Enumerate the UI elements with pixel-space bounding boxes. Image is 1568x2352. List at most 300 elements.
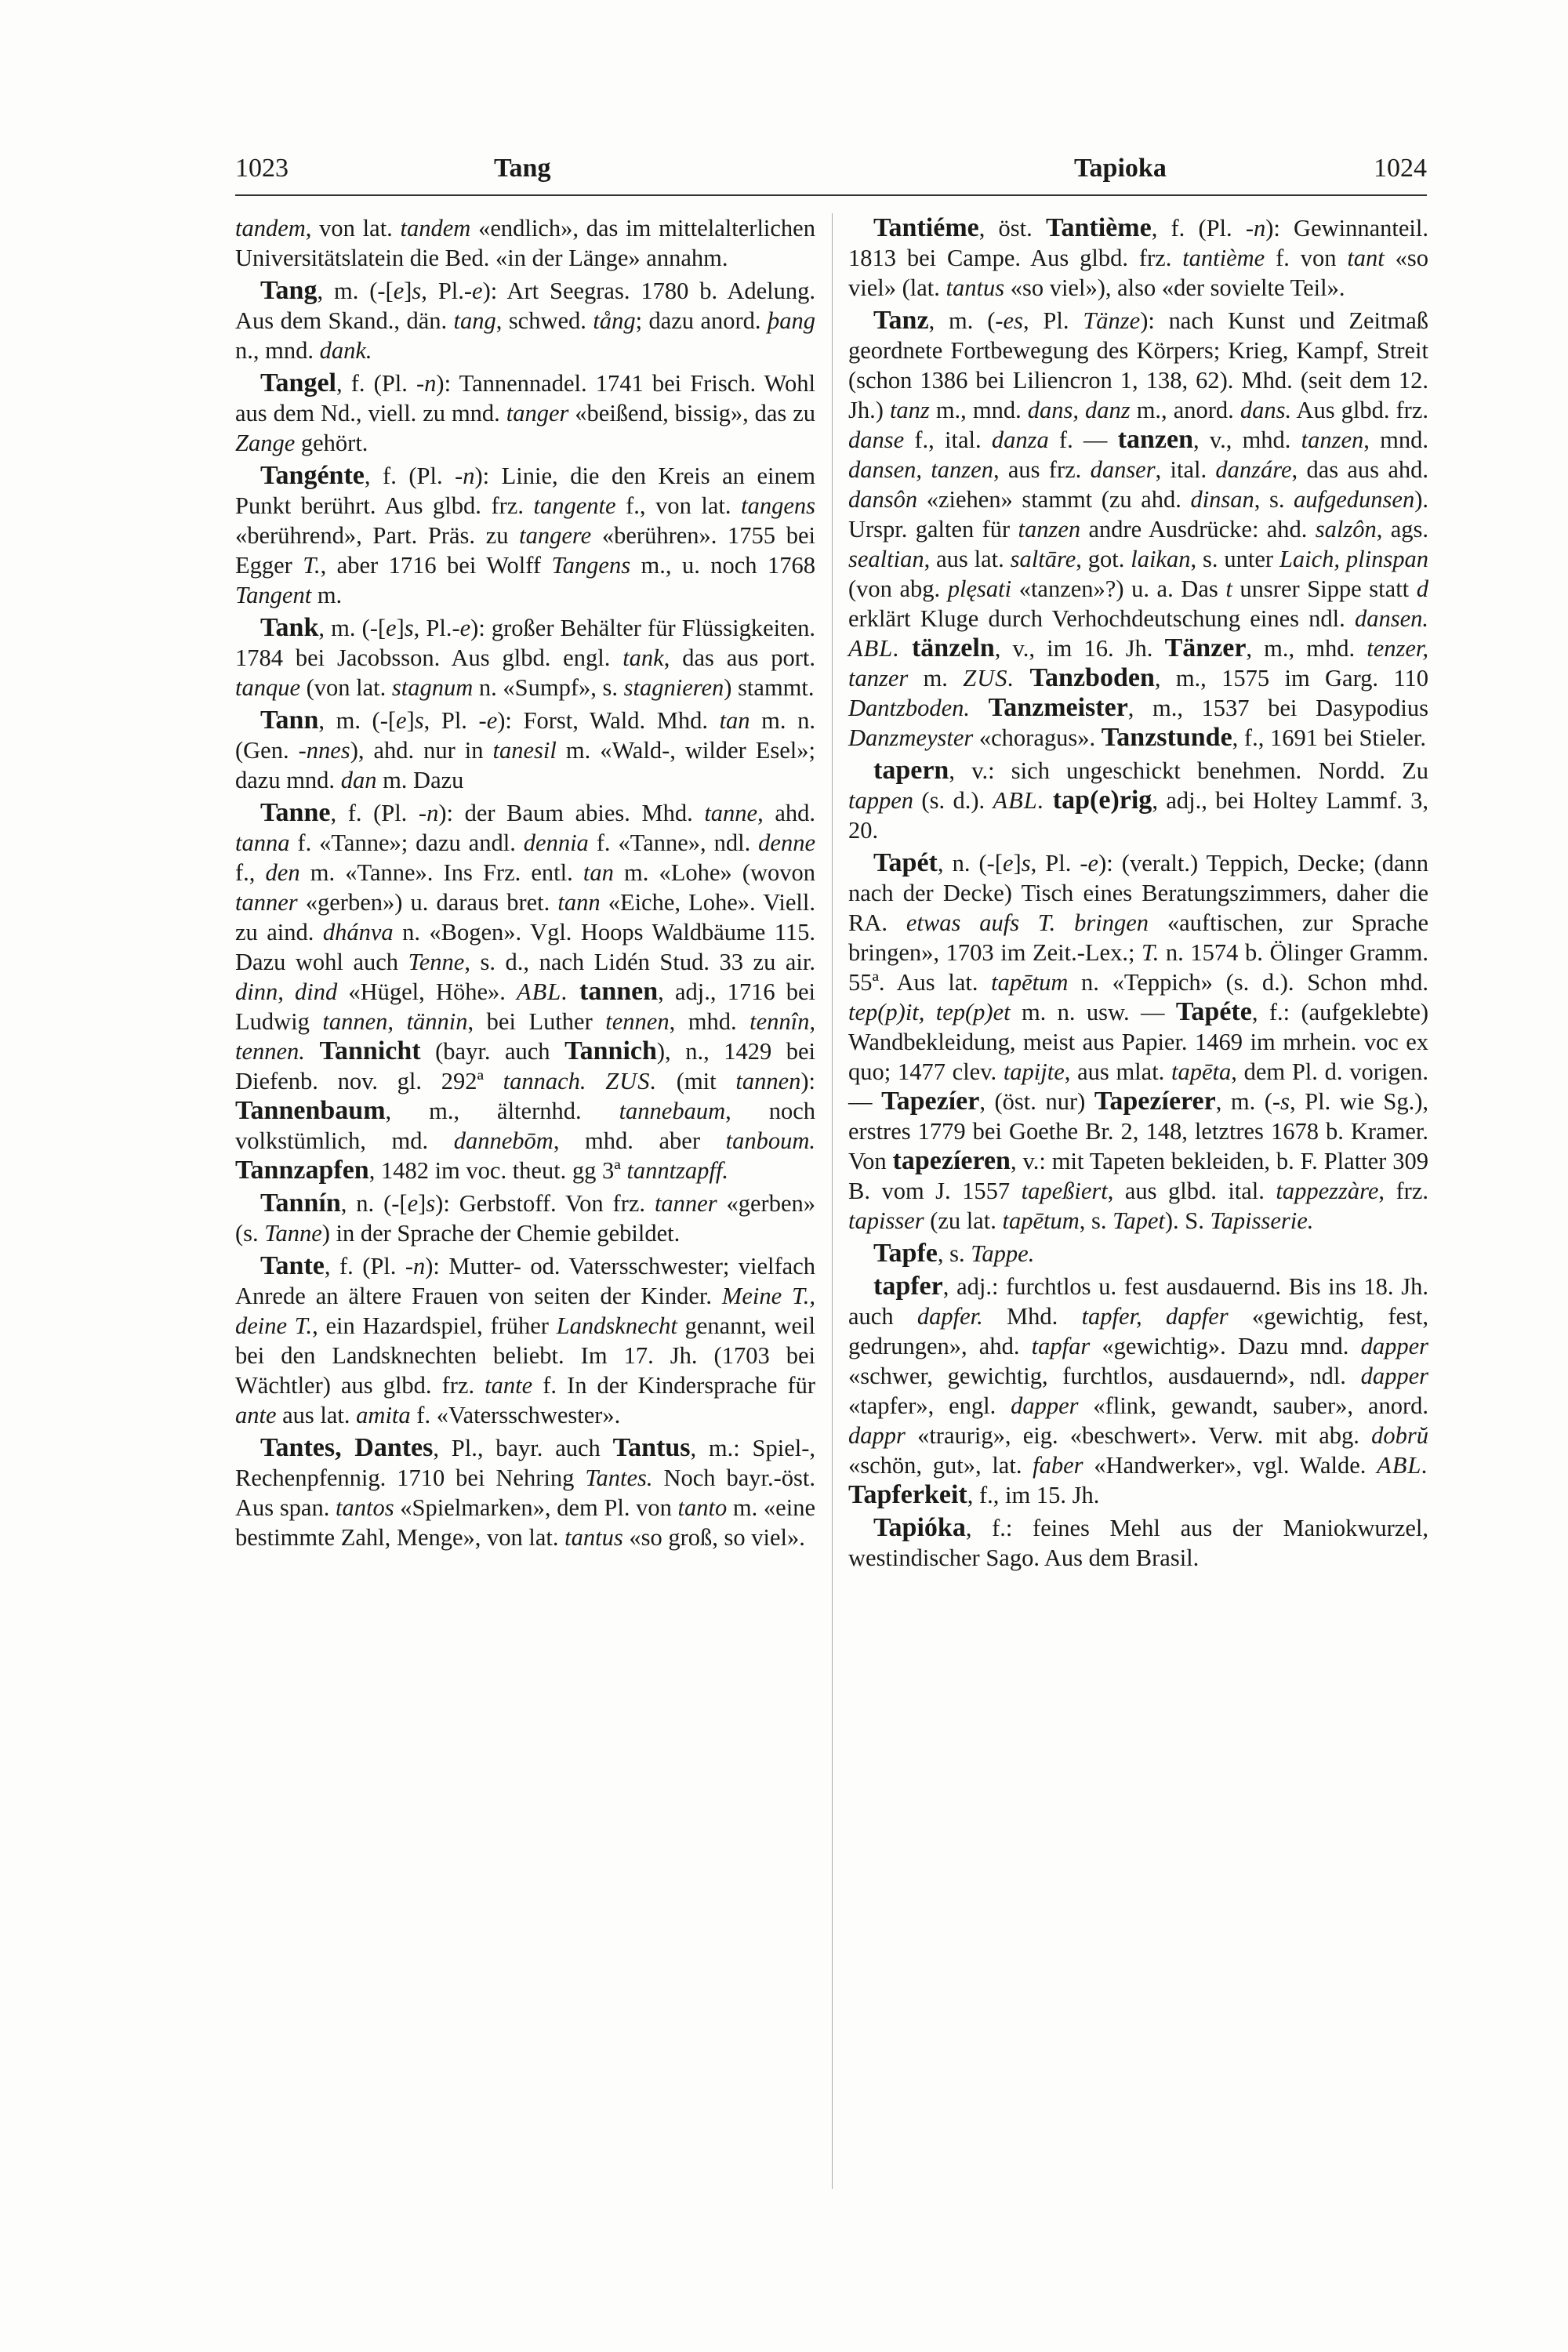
italic-text: tank [622,644,664,671]
italic-text: tennen [605,1008,670,1035]
italic-text: e [1002,850,1014,877]
entry-text: , m. (-[ [317,278,394,304]
entry-text: Mhd. [982,1303,1082,1330]
entry-text: (zu lat. [924,1207,1003,1234]
entry-text [970,695,989,721]
italic-text: þang [767,307,815,334]
entry-text: ] [418,1190,426,1217]
headword: Tannzapfen [235,1156,369,1185]
italic-text: tantos [336,1494,394,1521]
italic-text: tapisser [848,1207,924,1234]
italic-text: es [1003,307,1023,334]
entry-text: , f., im 15. Jh. [967,1482,1100,1508]
entry-text: n. «Bogen». Vgl. Hoops Waldbäume 115. Dazu wohl auch [235,919,815,975]
entry-text [1014,665,1029,691]
entry-text: , v., im 16. Jh. [994,635,1165,662]
headword: Tanzboden [1029,663,1155,692]
entry-text: , f. (Pl. - [1151,215,1254,241]
entry-text: ] [406,707,415,734]
entry-text: (von abg. [848,575,948,602]
italic-text: n [426,800,439,826]
headword: Tanne [260,798,331,827]
entry-text: m., u. noch 1768 [630,552,816,579]
entry-text: , f. (Pl. - [330,800,427,826]
entry-text: «tanzen»?) u. a. Das [1011,575,1226,602]
italic-text: s [1280,1088,1290,1115]
entry-text: ) in der Sprache der Chemie gebildet. [321,1220,681,1247]
headword: tannen [579,977,659,1006]
entry-text: ] [396,615,405,641]
entry-text [586,1068,606,1094]
entry-text: f. In der Kindersprache für [532,1372,815,1399]
entry-text: , aus frz. [993,456,1091,483]
headword: tapern [873,756,949,785]
entry-text: , aus mlat. [1064,1058,1172,1085]
italic-text: tannach. [503,1068,586,1094]
entry-text [900,635,912,662]
italic-text: dannebōm [453,1127,554,1154]
italic-text: tapeßiert [1021,1178,1108,1204]
entry-text: , s. [1254,486,1294,513]
italic-text: sealtian [848,546,924,572]
headword: Tapezíer [881,1087,980,1116]
entry-text: «choragus». [973,724,1102,751]
entry-text: , m. (- [928,307,1004,334]
italic-text: tång [593,307,636,334]
entry-text: f. «Tanne»; dazu andl. [289,829,524,856]
entry-text: , 1482 im voc. theut. gg 3ª [368,1157,627,1184]
italic-text: dan [340,767,377,793]
entry-text: , bei Luther [467,1008,606,1035]
dictionary-entry [235,461,815,610]
entry-text: , von lat. [305,215,401,241]
entry-text: genannt, weil bei den Landsknechten beliebt. Im 17. Jh. (1703 bei Wächtler) aus glbd. frz. [235,1312,816,1399]
entry-text: m., mnd. [929,397,1028,423]
entry-text: , f. (Pl. - [364,463,463,489]
entry-text: ), ahd. nur in [350,737,493,764]
entry-text: ): Forst, Wald. Mhd. [497,707,720,734]
entry-text: f., von lat. [615,492,742,519]
entry-text [1044,787,1052,814]
italic-text: n [463,463,475,489]
entry-text: , Pl. wie Sg.), erstres 1779 bei Goethe Br. 2, 148, letztres 1678 b. Kramer. Von [848,1088,1428,1174]
entry-text: , noch volkstümlich, md. [235,1098,816,1154]
italic-text: tanner [235,889,298,916]
entry-text: m. n. (Gen. [235,707,815,764]
entry-text: , got. [1076,546,1131,572]
abbreviation: ABL. [993,787,1045,814]
italic-text: dinn, dind [235,978,338,1005]
entry-text: «endlich», das im mittelalterlichen Universitätslatein die Bed. «in der Länge» annahm. [235,215,815,271]
italic-text: danza [991,426,1049,453]
column-divider [832,213,833,2189]
italic-text: tennîn, tennen. [235,1008,815,1065]
italic-text: tanzen [1301,426,1364,453]
italic-text: d [1416,575,1428,602]
entry-text: f. — [1048,426,1118,453]
entry-text: , ahd. [757,800,815,826]
entry-text: Noch bayr.-öst. Aus span. [235,1465,815,1521]
entry-text: (von lat. [300,674,392,701]
italic-text: e [486,707,498,734]
italic-text: tangens [741,492,815,519]
italic-text: e [459,615,471,641]
entry-text: , adj.: furchtlos u. fest ausdauernd. Bis ins 18. Jh. auch [848,1273,1428,1330]
headword: Tapfe [873,1239,938,1268]
entry-text: , adj., bei Holtey Lammf. 3, 20. [848,787,1428,844]
italic-text: tannebaum [619,1098,726,1124]
dictionary-entry [235,1189,815,1248]
entry-text: , aber 1716 bei Wolff [320,552,552,579]
entry-text: ): Gewinnanteil. 1813 bei Campe. Aus glbd. frz. [848,215,1428,271]
entry-text: , Pl. - [423,707,487,734]
headword: tanzen [1117,425,1193,454]
entry-text: m. «eine bestimmte Zahl, Menge», von lat. [235,1494,815,1551]
entry-text: «tapfer», engl. [848,1392,1011,1419]
italic-text: e [386,615,397,641]
entry-text: ): (veralt.) Teppich, Decke; (dann nach der Decke) Tisch eines Beratungszimmers, daher die RA. [848,850,1428,936]
italic-text: dans. [1240,397,1292,423]
entry-text: n. 1574 b. Ölinger Gramm. 55ª. Aus lat. [848,939,1428,996]
running-head-right: Tapioka [1074,154,1167,183]
italic-text: Meine T., deine T. [235,1283,815,1339]
entry-text: , f.: feines Mehl aus der Maniokwurzel, westindischer Sago. Aus dem Brasil. [848,1515,1428,1571]
dictionary-entry [235,276,815,365]
abbreviation: ZUS. [605,1068,658,1094]
italic-text: Laich, plinspan [1279,546,1428,572]
italic-text: etwas aufs T. bringen [906,909,1149,936]
italic-text: tanner [654,1190,717,1217]
abbreviation: ABL. [1377,1452,1428,1479]
headword: Tank [260,613,319,642]
entry-text: , m., 1575 im Garg. 110 [1154,665,1429,691]
entry-text: n. «Teppich» (s. d.). Schon mhd. [1068,969,1428,996]
italic-text: tantus [946,274,1005,301]
entry-text: , f. (Pl. - [336,370,425,397]
entry-text: «gerben») u. daraus bret. [297,889,558,916]
entry-text: , ein Hazardspiel, früher [312,1312,557,1339]
entry-text: ] [404,278,412,304]
entry-text: «berühren». 1755 bei Egger [235,522,815,579]
dictionary-entry [848,213,1428,303]
entry-text: , m., älternhd. [385,1098,619,1124]
entry-text: ): großer Behälter für Flüssigkeiten. 1784 bei Jacobsson. Aus glbd. engl. [235,615,816,671]
page-number-left: 1023 [235,154,289,183]
italic-text: tanne [704,800,758,826]
dictionary-entry [848,1513,1428,1573]
right-column [848,213,1428,1576]
dictionary-entry [235,798,815,1185]
italic-text: tanger [506,400,569,426]
italic-text: e [1087,850,1099,877]
italic-text: dank. [319,337,372,364]
entry-text: ): Linie, die den Kreis an einem Punkt berührt. Aus glbd. frz. [235,463,815,519]
entry-text: , s. unter [1190,546,1279,572]
entry-text: m. [311,582,343,608]
italic-text: Tangens [551,552,631,579]
entry-text: «Spielmarken», dem Pl. von [394,1494,678,1521]
italic-text: denne [758,829,815,856]
dictionary-entry [235,706,815,795]
italic-text: stagnum [391,674,474,701]
italic-text: tannen [735,1068,801,1094]
italic-text: saltāre [1010,546,1076,572]
italic-text: dapper [1360,1333,1428,1359]
italic-text: danzáre [1215,456,1292,483]
entry-text: , das aus port. [663,644,815,671]
entry-text: , mnd. [1363,426,1428,453]
headword: Tapióka [873,1513,966,1542]
headword: Tang [260,276,318,305]
entry-text: «gerben» (s. [235,1190,815,1247]
entry-text: , Pl., bayr. auch [433,1435,613,1461]
italic-text: tantième [1182,245,1265,271]
italic-text: n [1254,215,1266,241]
italic-text: aufgedunsen [1294,486,1415,513]
dictionary-entry [235,213,815,273]
entry-text: , öst. [978,215,1046,241]
entry-text: «auftischen, zur Sprache bringen», 1703 im Zeit.-Lex.; [848,909,1429,966]
dictionary-entry [848,1272,1428,1510]
entry-text: «beißend, bissig», das zu [568,400,815,426]
italic-text: tapētum [991,969,1069,996]
entry-text: (mit [657,1068,736,1094]
headword: Tantes, Dantes [260,1433,434,1462]
entry-text: «schwer, gewichtig, furchtlos, ausdauernd», ndl. [848,1363,1361,1389]
italic-text: s [1021,850,1031,877]
italic-text: tangente [533,492,616,519]
entry-text: ) stammt. [724,674,815,701]
italic-text: tandem [400,215,471,241]
entry-text: , s. [937,1240,971,1267]
italic-text: tanque [235,674,301,701]
dictionary-entry [235,613,815,702]
dictionary-entry [848,848,1428,1236]
entry-text: , v., mhd. [1192,426,1301,453]
italic-text: s [414,707,424,734]
italic-text: tannen, tännin [322,1008,468,1035]
entry-text: , dem Pl. d. vorigen. — [848,1058,1428,1115]
italic-text: laikan [1131,546,1191,572]
italic-text: e [396,707,407,734]
italic-text: Landsknecht [556,1312,677,1339]
dictionary-entry [235,1433,815,1552]
headword: Tantième [1045,213,1152,242]
italic-text: Tenne [408,949,465,975]
italic-text: Tantes. [585,1465,653,1491]
entry-text [305,1038,320,1065]
italic-text: tant [1347,245,1385,271]
entry-text: m., anord. [1130,397,1240,423]
italic-text: tantus [564,1524,623,1551]
entry-text: ). S. [1164,1207,1210,1234]
entry-text: , s. d., nach Lidén Stud. 33 zu air. [464,949,815,975]
entry-text: ): Tannennadel. 1741 bei Frisch. Wohl aus dem Nd., viell. zu mnd. [235,370,815,426]
headword: Tannenbaum [235,1096,386,1125]
italic-text: -nnes [298,737,350,764]
italic-text: tanna [235,829,290,856]
entry-text: , mhd. aber [553,1127,726,1154]
headword: Tapezíerer [1094,1087,1216,1116]
italic-text: s [404,615,414,641]
entry-text: , ags. [1376,516,1428,543]
italic-text: tapfer, dapfer [1081,1303,1229,1330]
entry-text: f., [235,859,266,886]
entry-text: ): Gerbstoff. Von frz. [435,1190,655,1217]
entry-text: Aus glbd. frz. [1291,397,1428,423]
page-header [235,154,1427,193]
entry-text: , aus lat. [924,546,1011,572]
italic-text: dobrŭ [1371,1422,1428,1449]
headword: Tapét [873,848,938,877]
italic-text: Zange [235,430,296,456]
entry-text: , f.: (aufgeklebte) Wandbekleidung, meist aus Papier. 1469 im mrhein. voc ex quo; 1477 clev. [848,999,1429,1085]
headword: Tangénte [260,461,365,490]
entry-text: m. [908,665,964,691]
italic-text: dansen. [1354,605,1428,632]
left-column [235,213,815,1555]
headword: Tannicht [319,1036,421,1065]
entry-text: unsrer Sippe statt [1232,575,1417,602]
entry-text: «berührend», Part. Präs. zu [235,522,520,549]
italic-text: T. [303,552,321,579]
entry-text: , adj., 1716 bei Ludwig [235,978,816,1035]
italic-text: tanboum. [725,1127,815,1154]
italic-text: salzôn [1315,516,1377,543]
italic-text: danser [1090,456,1156,483]
dictionary-entry [848,306,1428,753]
entry-text: f. von [1265,245,1348,271]
dictionary-entry [235,368,815,458]
entry-text: , Pl.- [421,278,473,304]
entry-text: (s. d.). [913,787,993,814]
entry-text: (bayr. auch [420,1038,565,1065]
entry-text: n., mnd. [235,337,320,364]
italic-text: Tanne [264,1220,322,1247]
italic-text: ante [235,1402,277,1428]
italic-text: Tänze [1083,307,1141,334]
entry-text: gehört. [295,430,368,456]
entry-text: «gewichtig». Dazu mnd. [1090,1333,1361,1359]
entry-text: aus lat. [276,1402,357,1428]
italic-text: tapijte [1003,1058,1065,1085]
abbreviation: ABL. [848,635,900,662]
entry-text: «traurig», eig. «beschwert». Verw. mit abg. [905,1422,1372,1449]
italic-text: tangere [519,522,592,549]
entry-text: , mhd. [669,1008,750,1035]
headword: Tann [260,706,319,735]
entry-text: «so groß, so viel». [622,1524,805,1551]
entry-text: f. «Tanne», ndl. [588,829,759,856]
entry-text: , (öst. nur) [979,1088,1094,1115]
header-rule [235,194,1427,196]
entry-text: m. «Tanne». Ins Frz. entl. [299,859,583,886]
entry-text: «so viel» (lat. [848,245,1428,301]
italic-text: dapfer. [916,1303,983,1330]
entry-text: m. Dazu [376,767,464,793]
entry-text: m. «Lohe» (wovon [613,859,815,886]
italic-text: tappen [848,787,914,814]
italic-text: dansôn [848,486,918,513]
entry-text: «gewichtig, fest, gedrungen», ahd. [848,1303,1429,1359]
entry-text: , f. (Pl. - [324,1253,414,1279]
entry-text: f., ital. [904,426,992,453]
entry-text: , v.: mit Tapeten bekleiden, b. F. Platter 309 B. vom J. 1557 [848,1148,1428,1204]
entry-text: f. «Vatersschwester». [410,1402,621,1428]
entry-text: , m. (-[ [318,615,387,641]
entry-text: , n. (-[ [340,1190,408,1217]
dictionary-entry [235,1251,815,1430]
italic-text: stagnieren [623,674,724,701]
entry-text: , s. [1079,1207,1113,1234]
italic-text: dhánva [322,919,394,946]
italic-text: tapēta [1171,1058,1232,1085]
entry-text: m. n. usw. — [1010,999,1176,1025]
italic-text: faber [1033,1452,1083,1479]
entry-text: «flink, gewandt, sauber», anord. [1078,1392,1429,1419]
entry-text: , schwed. [495,307,593,334]
headword: Tapéte [1175,997,1252,1026]
entry-text: ): [800,1068,815,1094]
italic-text: dansen, tanzen [848,456,993,483]
abbreviation: ABL. [517,978,568,1005]
italic-text: Tapet [1112,1207,1165,1234]
entry-text: , m., mhd. [1246,635,1367,662]
italic-text: Dantzboden. [848,695,971,721]
italic-text: Tangent [235,582,312,608]
italic-text: dapper [1011,1392,1079,1419]
headword: tap(e)rig [1052,786,1152,815]
running-head-left: Tang [494,154,551,183]
italic-text: tann [557,889,601,916]
entry-text: , m. (-[ [318,707,397,734]
entry-text: andre Ausdrücke: ahd. [1080,516,1316,543]
italic-text: Danzmeyster [848,724,974,751]
italic-text: tanntzapff. [626,1157,728,1184]
headword: tapezíeren [892,1146,1011,1175]
italic-text: tanz [889,397,930,423]
abbreviation: ZUS. [963,665,1015,691]
headword: tänzeln [911,633,995,662]
entry-text: «so viel»), also «der sovielte Teil». [1004,274,1345,301]
italic-text: s [426,1190,436,1217]
italic-text: dans, danz [1027,397,1131,423]
entry-text: ): Mutter- od. Vatersschwester; vielfach Anrede an ältere Frauen von seiten der Kinder. [235,1253,815,1309]
italic-text: tanzen [1018,516,1081,543]
italic-text: e [393,278,405,304]
italic-text: e [407,1190,419,1217]
entry-text: ): der Baum abies. Mhd. [438,800,705,826]
entry-text: , m., 1537 bei Dasypodius [1127,695,1429,721]
italic-text: T. [1142,939,1160,966]
headword: Tantus [612,1433,691,1462]
entry-text: ), n., 1429 bei Diefenb. nov. gl. 292ª [235,1038,816,1094]
italic-text: Tappe. [971,1240,1035,1267]
italic-text: t [1225,575,1232,602]
entry-text: «schön, gut», lat. [848,1452,1033,1479]
headword: Tangel [260,368,337,397]
italic-text: n [424,370,437,397]
entry-text: «ziehen» stammt (zu ahd. [917,486,1191,513]
entry-text: ; dazu anord. [635,307,768,334]
italic-text: s [412,278,422,304]
entry-text: , m.: Spiel-, Rechenpfennig. 1710 bei Nehring [235,1435,815,1491]
italic-text: tappezzàre [1276,1178,1379,1204]
italic-text: e [472,278,483,304]
italic-text: tante [485,1372,533,1399]
headword: tapfer [873,1272,943,1301]
entry-text: ). Urspr. galten für [848,486,1428,543]
